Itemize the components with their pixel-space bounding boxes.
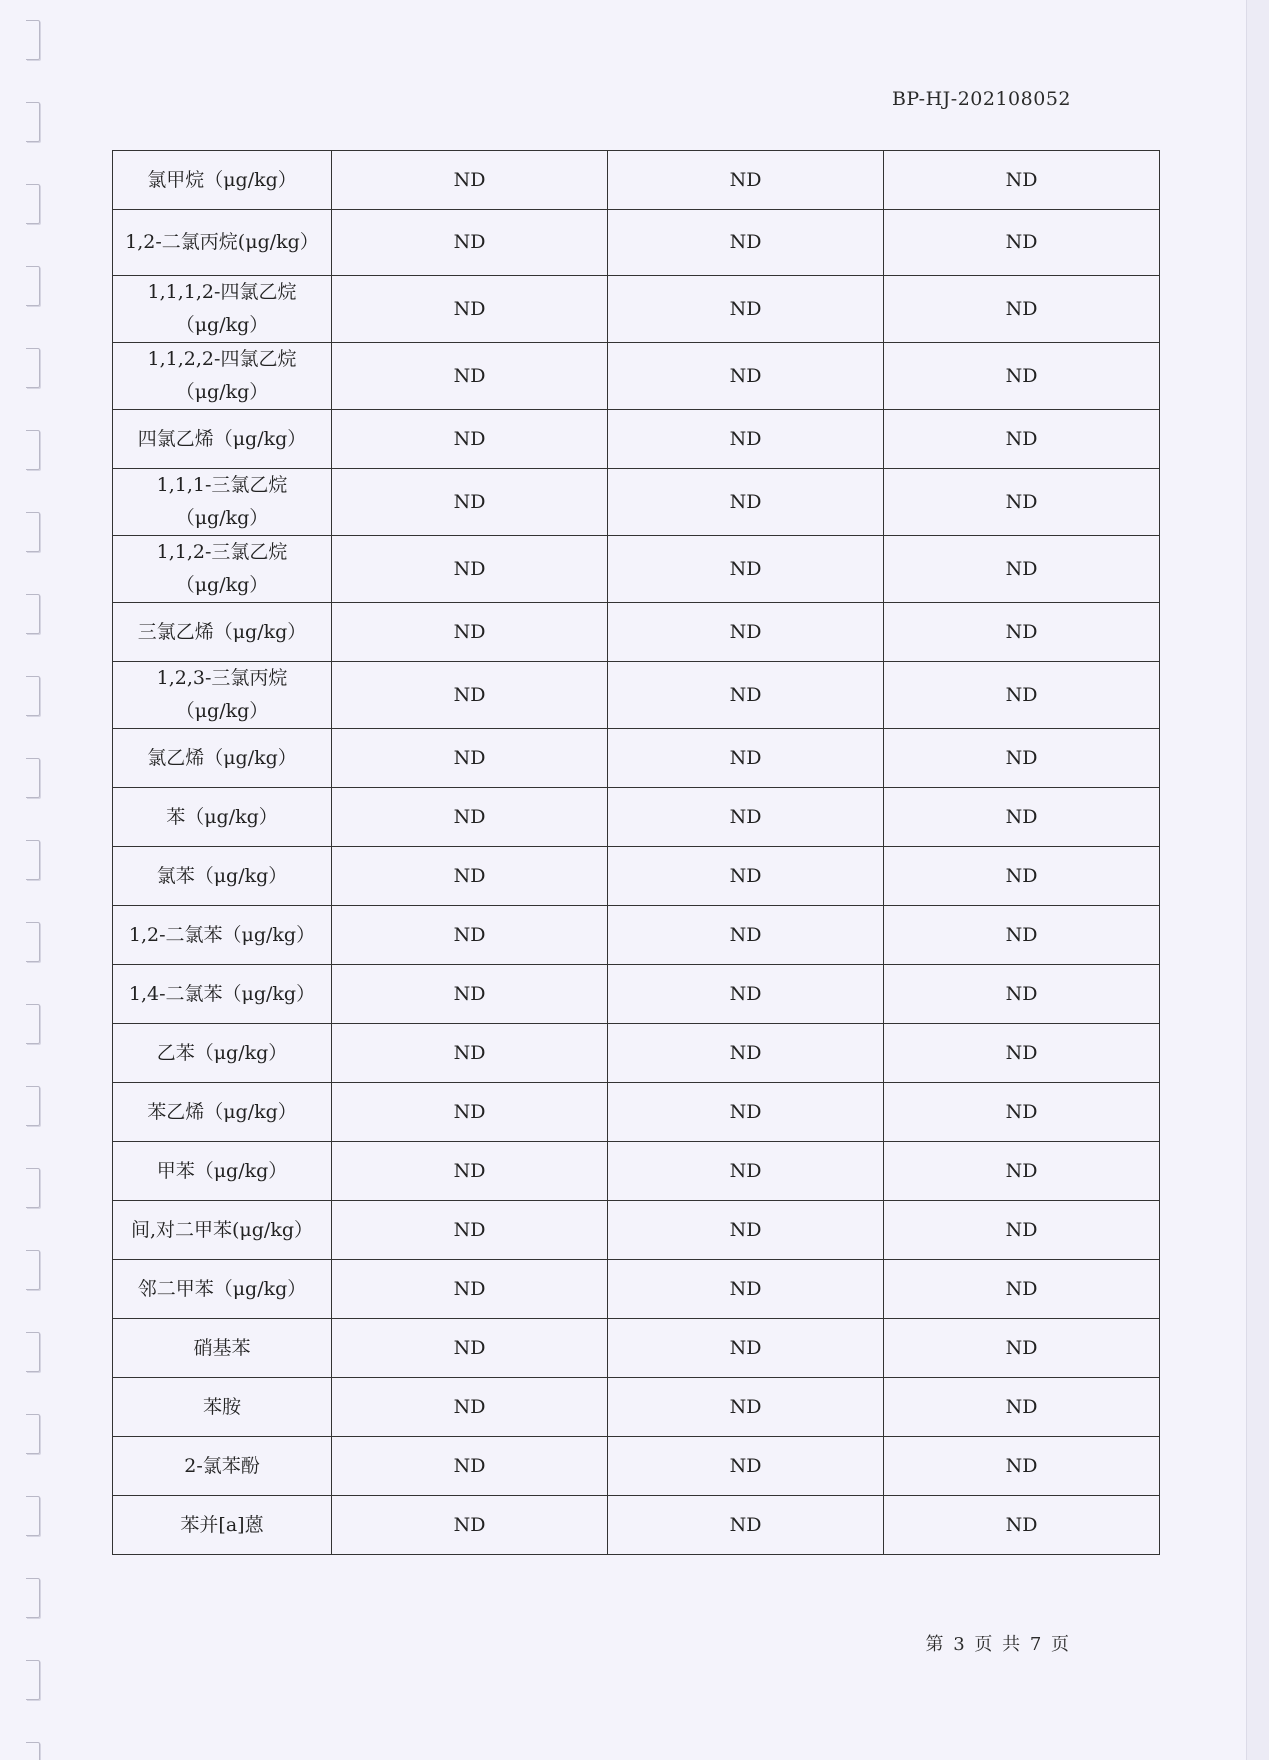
result-cell: ND	[608, 210, 884, 276]
table-row	[113, 662, 1160, 729]
table-row	[113, 1437, 1160, 1496]
result-cell: ND	[332, 469, 608, 536]
result-cell: ND	[608, 469, 884, 536]
result-cell: ND	[332, 210, 608, 276]
result-cell: ND	[608, 536, 884, 603]
test-item-cell: 1,2-二氯丙烷(μg/kg）	[113, 210, 332, 276]
binding-hole	[26, 1660, 40, 1700]
result-cell: ND	[332, 729, 608, 788]
result-cell: ND	[608, 343, 884, 410]
test-item-cell: 1,2,3-三氯丙烷（μg/kg）	[113, 662, 332, 729]
test-item-cell: 氯苯（μg/kg）	[113, 847, 332, 906]
table-row	[113, 1024, 1160, 1083]
result-cell: ND	[608, 410, 884, 469]
result-cell: ND	[884, 847, 1160, 906]
result-cell: ND	[332, 1260, 608, 1319]
test-item-cell: 1,4-二氯苯（μg/kg）	[113, 965, 332, 1024]
binding-hole	[26, 1578, 40, 1618]
table-row	[113, 906, 1160, 965]
binding-hole	[26, 1168, 40, 1208]
binding-hole	[26, 922, 40, 962]
result-cell: ND	[608, 1378, 884, 1437]
binding-hole	[26, 512, 40, 552]
table-row	[113, 1201, 1160, 1260]
test-item-cell: 1,1,1,2-四氯乙烷（μg/kg）	[113, 276, 332, 343]
binding-hole	[26, 1332, 40, 1372]
result-cell: ND	[884, 729, 1160, 788]
result-cell: ND	[608, 1496, 884, 1555]
result-cell: ND	[884, 1378, 1160, 1437]
result-cell: ND	[332, 1142, 608, 1201]
result-cell: ND	[332, 1201, 608, 1260]
binding-hole	[26, 266, 40, 306]
test-item-cell: 氯甲烷（μg/kg）	[113, 151, 332, 210]
result-cell: ND	[884, 1024, 1160, 1083]
binding-hole	[26, 1086, 40, 1126]
result-cell: ND	[608, 151, 884, 210]
table-row	[113, 1319, 1160, 1378]
binding-hole	[26, 676, 40, 716]
result-cell: ND	[608, 1437, 884, 1496]
test-item-cell: 间,对二甲苯(μg/kg）	[113, 1201, 332, 1260]
result-cell: ND	[332, 1319, 608, 1378]
table-row	[113, 1496, 1160, 1555]
table-row	[113, 1142, 1160, 1201]
binding-hole	[26, 594, 40, 634]
test-item-cell: 1,1,2,2-四氯乙烷（μg/kg）	[113, 343, 332, 410]
result-cell: ND	[332, 1024, 608, 1083]
table-row	[113, 965, 1160, 1024]
binding-hole	[26, 184, 40, 224]
table-row	[113, 847, 1160, 906]
result-cell: ND	[884, 1142, 1160, 1201]
binding-hole	[26, 1250, 40, 1290]
result-cell: ND	[884, 1201, 1160, 1260]
result-cell: ND	[608, 1260, 884, 1319]
result-cell: ND	[332, 1496, 608, 1555]
result-cell: ND	[608, 1319, 884, 1378]
binding-hole	[26, 1004, 40, 1044]
results-table-body	[113, 151, 1160, 1555]
result-cell: ND	[332, 410, 608, 469]
result-cell: ND	[332, 906, 608, 965]
result-cell: ND	[608, 847, 884, 906]
table-row	[113, 1260, 1160, 1319]
test-item-cell: 氯乙烯（μg/kg）	[113, 729, 332, 788]
result-cell: ND	[332, 662, 608, 729]
result-cell: ND	[884, 343, 1160, 410]
binding-hole	[26, 840, 40, 880]
table-row	[113, 151, 1160, 210]
table-row	[113, 410, 1160, 469]
result-cell: ND	[884, 536, 1160, 603]
result-cell: ND	[332, 1083, 608, 1142]
result-cell: ND	[332, 603, 608, 662]
binding-holes	[26, 0, 46, 1760]
test-item-cell: 甲苯（μg/kg）	[113, 1142, 332, 1201]
test-item-cell: 1,1,2-三氯乙烷（μg/kg）	[113, 536, 332, 603]
result-cell: ND	[884, 1319, 1160, 1378]
result-cell: ND	[884, 276, 1160, 343]
table-row	[113, 729, 1160, 788]
test-item-cell: 苯胺	[113, 1378, 332, 1437]
result-cell: ND	[332, 965, 608, 1024]
result-cell: ND	[608, 662, 884, 729]
result-cell: ND	[608, 603, 884, 662]
test-item-cell: 苯并[a]蒽	[113, 1496, 332, 1555]
table-row	[113, 536, 1160, 603]
result-cell: ND	[608, 276, 884, 343]
test-item-cell: 邻二甲苯（μg/kg）	[113, 1260, 332, 1319]
result-cell: ND	[332, 536, 608, 603]
table-row	[113, 1378, 1160, 1437]
result-cell: ND	[608, 965, 884, 1024]
test-item-cell: 苯（μg/kg）	[113, 788, 332, 847]
test-item-cell: 1,2-二氯苯（μg/kg）	[113, 906, 332, 965]
result-cell: ND	[608, 1024, 884, 1083]
results-table	[112, 150, 1160, 1555]
document-number: BP-HJ-202108052	[891, 88, 1071, 110]
result-cell: ND	[332, 343, 608, 410]
table-row	[113, 276, 1160, 343]
binding-hole	[26, 1742, 40, 1760]
table-row	[113, 788, 1160, 847]
result-cell: ND	[332, 1378, 608, 1437]
binding-hole	[26, 758, 40, 798]
test-item-cell: 三氯乙烯（μg/kg）	[113, 603, 332, 662]
result-cell: ND	[884, 469, 1160, 536]
table-row	[113, 210, 1160, 276]
test-item-cell: 四氯乙烯（μg/kg）	[113, 410, 332, 469]
binding-hole	[26, 20, 40, 60]
test-item-cell: 苯乙烯（μg/kg）	[113, 1083, 332, 1142]
result-cell: ND	[884, 603, 1160, 662]
binding-hole	[26, 102, 40, 142]
result-cell: ND	[332, 276, 608, 343]
binding-hole	[26, 1414, 40, 1454]
page-number: 第 3 页 共 7 页	[925, 1634, 1071, 1655]
result-cell: ND	[884, 1437, 1160, 1496]
result-cell: ND	[884, 1496, 1160, 1555]
result-cell: ND	[332, 847, 608, 906]
paper-edge	[1246, 0, 1269, 1760]
result-cell: ND	[608, 906, 884, 965]
result-cell: ND	[332, 151, 608, 210]
table-row	[113, 343, 1160, 410]
result-cell: ND	[884, 965, 1160, 1024]
result-cell: ND	[608, 1201, 884, 1260]
result-cell: ND	[608, 1083, 884, 1142]
result-cell: ND	[884, 1260, 1160, 1319]
test-item-cell: 1,1,1-三氯乙烷（μg/kg）	[113, 469, 332, 536]
result-cell: ND	[884, 1083, 1160, 1142]
binding-hole	[26, 430, 40, 470]
result-cell: ND	[884, 788, 1160, 847]
table-row	[113, 1083, 1160, 1142]
test-item-cell: 乙苯（μg/kg）	[113, 1024, 332, 1083]
result-cell: ND	[884, 410, 1160, 469]
result-cell: ND	[884, 906, 1160, 965]
result-cell: ND	[884, 210, 1160, 276]
table-row	[113, 469, 1160, 536]
result-cell: ND	[884, 151, 1160, 210]
test-item-cell: 硝基苯	[113, 1319, 332, 1378]
result-cell: ND	[608, 1142, 884, 1201]
result-cell: ND	[332, 1437, 608, 1496]
table-row	[113, 603, 1160, 662]
result-cell: ND	[332, 788, 608, 847]
binding-hole	[26, 348, 40, 388]
binding-hole	[26, 1496, 40, 1536]
result-cell: ND	[884, 662, 1160, 729]
result-cell: ND	[608, 788, 884, 847]
result-cell: ND	[608, 729, 884, 788]
test-item-cell: 2-氯苯酚	[113, 1437, 332, 1496]
